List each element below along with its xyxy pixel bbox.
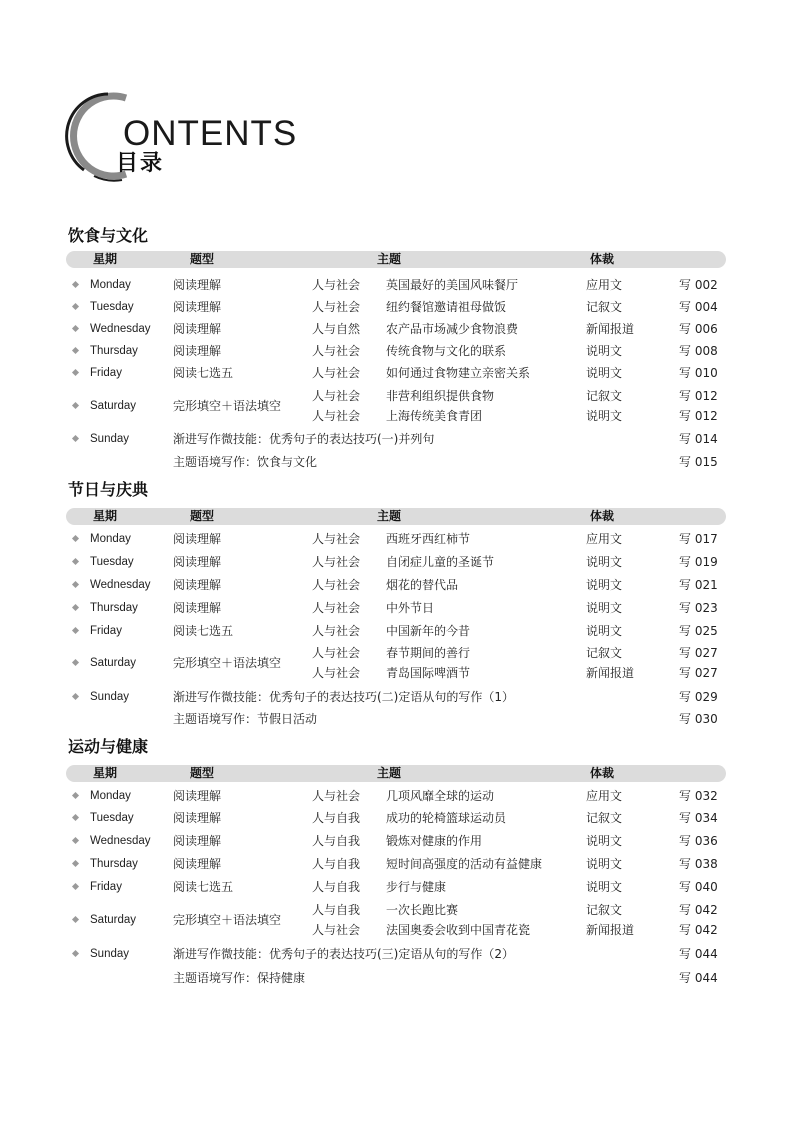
row-day: Monday	[90, 533, 131, 545]
row-domain: 人与社会	[312, 601, 361, 615]
row-topic: 西班牙西红柿节	[386, 532, 471, 546]
row-day: Thursday	[90, 602, 138, 614]
row-topic: 青岛国际啤酒节	[386, 666, 471, 680]
row-domain: 人与社会	[312, 923, 361, 937]
row-genre: 记叙文	[586, 646, 623, 660]
row-domain: 人与社会	[312, 278, 361, 292]
row-page: 写 029	[679, 690, 718, 704]
row-day: Friday	[90, 367, 122, 379]
row-type: 阅读理解	[173, 555, 222, 569]
row-type: 完形填空＋语法填空	[173, 399, 282, 413]
row-domain: 人与自我	[312, 880, 361, 894]
row-genre: 新闻报道	[586, 322, 635, 336]
diamond-bullet-icon	[72, 558, 79, 565]
row-day: Sunday	[90, 948, 130, 960]
row-topic: 自闭症儿童的圣诞节	[386, 555, 495, 569]
row-type: 阅读理解	[173, 834, 222, 848]
contents-logo	[64, 90, 304, 186]
row-domain: 人与自然	[312, 322, 361, 336]
row-domain: 人与社会	[312, 389, 361, 403]
diamond-bullet-icon	[72, 916, 79, 923]
row-topic: 春节期间的善行	[386, 646, 471, 660]
table-header	[66, 765, 726, 782]
header-day: 星期	[93, 766, 118, 780]
row-type: 完形填空＋语法填空	[173, 913, 282, 927]
row-page: 写 002	[679, 278, 718, 292]
row-page: 写 017	[679, 532, 718, 546]
row-genre: 应用文	[586, 532, 623, 546]
row-genre: 说明文	[586, 880, 623, 894]
row-genre: 说明文	[586, 624, 623, 638]
row-day: Thursday	[90, 858, 138, 870]
row-writing-skill: 渐进写作微技能：优秀句子的表达技巧(三)定语从句的写作（2）	[173, 947, 515, 961]
row-page: 写 038	[679, 857, 718, 871]
diamond-bullet-icon	[72, 281, 79, 288]
row-page: 写 032	[679, 789, 718, 803]
row-domain: 人与社会	[312, 300, 361, 314]
diamond-bullet-icon	[72, 814, 79, 821]
section-title: 运动与健康	[68, 737, 149, 756]
diamond-bullet-icon	[72, 792, 79, 799]
diamond-bullet-icon	[72, 604, 79, 611]
row-topic: 法国奥委会收到中国青花瓷	[386, 923, 531, 937]
row-domain: 人与社会	[312, 578, 361, 592]
row-page: 写 025	[679, 624, 718, 638]
row-writing-skill: 渐进写作微技能：优秀句子的表达技巧(一)并列句	[173, 432, 435, 446]
diamond-bullet-icon	[72, 837, 79, 844]
row-genre: 应用文	[586, 789, 623, 803]
row-domain: 人与社会	[312, 344, 361, 358]
row-page: 写 040	[679, 880, 718, 894]
header-topic: 主题	[377, 509, 402, 523]
table-header	[66, 251, 726, 268]
row-genre: 新闻报道	[586, 666, 635, 680]
row-day: Tuesday	[90, 812, 134, 824]
row-type: 阅读七选五	[173, 880, 234, 894]
row-day: Friday	[90, 881, 122, 893]
row-domain: 人与自我	[312, 857, 361, 871]
row-type: 阅读理解	[173, 578, 222, 592]
row-page: 写 014	[679, 432, 718, 446]
row-page: 写 034	[679, 811, 718, 825]
row-domain: 人与自我	[312, 811, 361, 825]
row-day: Sunday	[90, 433, 130, 445]
row-topic: 英国最好的美国风味餐厅	[386, 278, 519, 292]
row-day: Friday	[90, 625, 122, 637]
row-genre: 记叙文	[586, 811, 623, 825]
row-page: 写 008	[679, 344, 718, 358]
row-day: Wednesday	[90, 835, 151, 847]
row-page: 写 015	[679, 455, 718, 469]
row-theme-writing: 主题语境写作：保持健康	[173, 971, 306, 985]
row-theme-writing: 主题语境写作：饮食与文化	[173, 455, 318, 469]
row-topic: 中国新年的今昔	[386, 624, 471, 638]
row-genre: 说明文	[586, 409, 623, 423]
row-page: 写 042	[679, 903, 718, 917]
row-genre: 说明文	[586, 857, 623, 871]
row-domain: 人与社会	[312, 624, 361, 638]
row-topic: 步行与健康	[386, 880, 447, 894]
diamond-bullet-icon	[72, 303, 79, 310]
row-genre: 说明文	[586, 366, 623, 380]
diamond-bullet-icon	[72, 435, 79, 442]
row-day: Tuesday	[90, 301, 134, 313]
row-genre: 说明文	[586, 555, 623, 569]
table-header	[66, 508, 726, 525]
row-genre: 记叙文	[586, 389, 623, 403]
row-topic: 烟花的替代品	[386, 578, 459, 592]
row-day: Wednesday	[90, 323, 151, 335]
diamond-bullet-icon	[72, 693, 79, 700]
row-type: 阅读七选五	[173, 366, 234, 380]
row-genre: 说明文	[586, 601, 623, 615]
row-day: Saturday	[90, 657, 137, 669]
header-day: 星期	[93, 252, 118, 266]
row-type: 阅读理解	[173, 601, 222, 615]
row-page: 写 010	[679, 366, 718, 380]
header-topic: 主题	[377, 252, 402, 266]
header-type: 题型	[190, 509, 215, 523]
row-domain: 人与社会	[312, 532, 361, 546]
row-type: 阅读理解	[173, 857, 222, 871]
row-domain: 人与社会	[312, 555, 361, 569]
row-domain: 人与社会	[312, 409, 361, 423]
row-page: 写 012	[679, 409, 718, 423]
header-genre: 体裁	[590, 252, 615, 266]
row-topic: 非营利组织提供食物	[386, 389, 495, 403]
row-genre: 说明文	[586, 578, 623, 592]
row-page: 写 006	[679, 322, 718, 336]
diamond-bullet-icon	[72, 402, 79, 409]
row-day: Saturday	[90, 400, 137, 412]
row-day: Saturday	[90, 914, 137, 926]
header-genre: 体裁	[590, 509, 615, 523]
row-day: Sunday	[90, 691, 130, 703]
row-page: 写 036	[679, 834, 718, 848]
row-type: 完形填空＋语法填空	[173, 656, 282, 670]
row-page: 写 023	[679, 601, 718, 615]
row-genre: 说明文	[586, 344, 623, 358]
row-type: 阅读七选五	[173, 624, 234, 638]
row-day: Wednesday	[90, 579, 151, 591]
row-page: 写 004	[679, 300, 718, 314]
row-genre: 说明文	[586, 834, 623, 848]
contents-subheading: 目录	[116, 151, 165, 176]
row-genre: 应用文	[586, 278, 623, 292]
row-topic: 几项风靡全球的运动	[386, 789, 495, 803]
row-topic: 农产品市场减少食物浪费	[386, 322, 519, 336]
header-type: 题型	[190, 766, 215, 780]
contents-heading: ONTENTS	[123, 114, 298, 153]
row-domain: 人与社会	[312, 646, 361, 660]
row-type: 阅读理解	[173, 789, 222, 803]
diamond-bullet-icon	[72, 659, 79, 666]
header-topic: 主题	[377, 766, 402, 780]
row-genre: 新闻报道	[586, 923, 635, 937]
row-domain: 人与社会	[312, 789, 361, 803]
diamond-bullet-icon	[72, 347, 79, 354]
row-page: 写 021	[679, 578, 718, 592]
row-topic: 一次长跑比赛	[386, 903, 459, 917]
row-day: Monday	[90, 790, 131, 802]
row-page: 写 027	[679, 666, 718, 680]
row-topic: 中外节日	[386, 601, 435, 615]
row-topic: 成功的轮椅篮球运动员	[386, 811, 507, 825]
row-day: Monday	[90, 279, 131, 291]
row-page: 写 044	[679, 971, 718, 985]
diamond-bullet-icon	[72, 950, 79, 957]
section-title: 节日与庆典	[68, 480, 149, 499]
row-day: Thursday	[90, 345, 138, 357]
row-page: 写 012	[679, 389, 718, 403]
row-domain: 人与自我	[312, 903, 361, 917]
header-type: 题型	[190, 252, 215, 266]
row-topic: 纽约餐馆邀请祖母做饭	[386, 300, 507, 314]
row-type: 阅读理解	[173, 278, 222, 292]
row-theme-writing: 主题语境写作：节假日活动	[173, 712, 318, 726]
diamond-bullet-icon	[72, 627, 79, 634]
diamond-bullet-icon	[72, 581, 79, 588]
section-title: 饮食与文化	[68, 226, 149, 245]
row-type: 阅读理解	[173, 344, 222, 358]
row-genre: 记叙文	[586, 300, 623, 314]
row-writing-skill: 渐进写作微技能：优秀句子的表达技巧(二)定语从句的写作（1）	[173, 690, 515, 704]
row-genre: 记叙文	[586, 903, 623, 917]
row-type: 阅读理解	[173, 811, 222, 825]
row-type: 阅读理解	[173, 322, 222, 336]
row-topic: 如何通过食物建立亲密关系	[386, 366, 531, 380]
header-genre: 体裁	[590, 766, 615, 780]
row-topic: 上海传统美食青团	[386, 409, 483, 423]
row-page: 写 019	[679, 555, 718, 569]
row-topic: 短时间高强度的活动有益健康	[386, 857, 543, 871]
row-page: 写 044	[679, 947, 718, 961]
diamond-bullet-icon	[72, 369, 79, 376]
diamond-bullet-icon	[72, 325, 79, 332]
row-page: 写 042	[679, 923, 718, 937]
row-domain: 人与社会	[312, 366, 361, 380]
diamond-bullet-icon	[72, 883, 79, 890]
row-topic: 锻炼对健康的作用	[386, 834, 483, 848]
row-type: 阅读理解	[173, 300, 222, 314]
diamond-bullet-icon	[72, 860, 79, 867]
row-type: 阅读理解	[173, 532, 222, 546]
header-day: 星期	[93, 509, 118, 523]
row-page: 写 027	[679, 646, 718, 660]
row-day: Tuesday	[90, 556, 134, 568]
row-domain: 人与社会	[312, 666, 361, 680]
row-page: 写 030	[679, 712, 718, 726]
row-topic: 传统食物与文化的联系	[386, 344, 507, 358]
row-domain: 人与自我	[312, 834, 361, 848]
diamond-bullet-icon	[72, 535, 79, 542]
